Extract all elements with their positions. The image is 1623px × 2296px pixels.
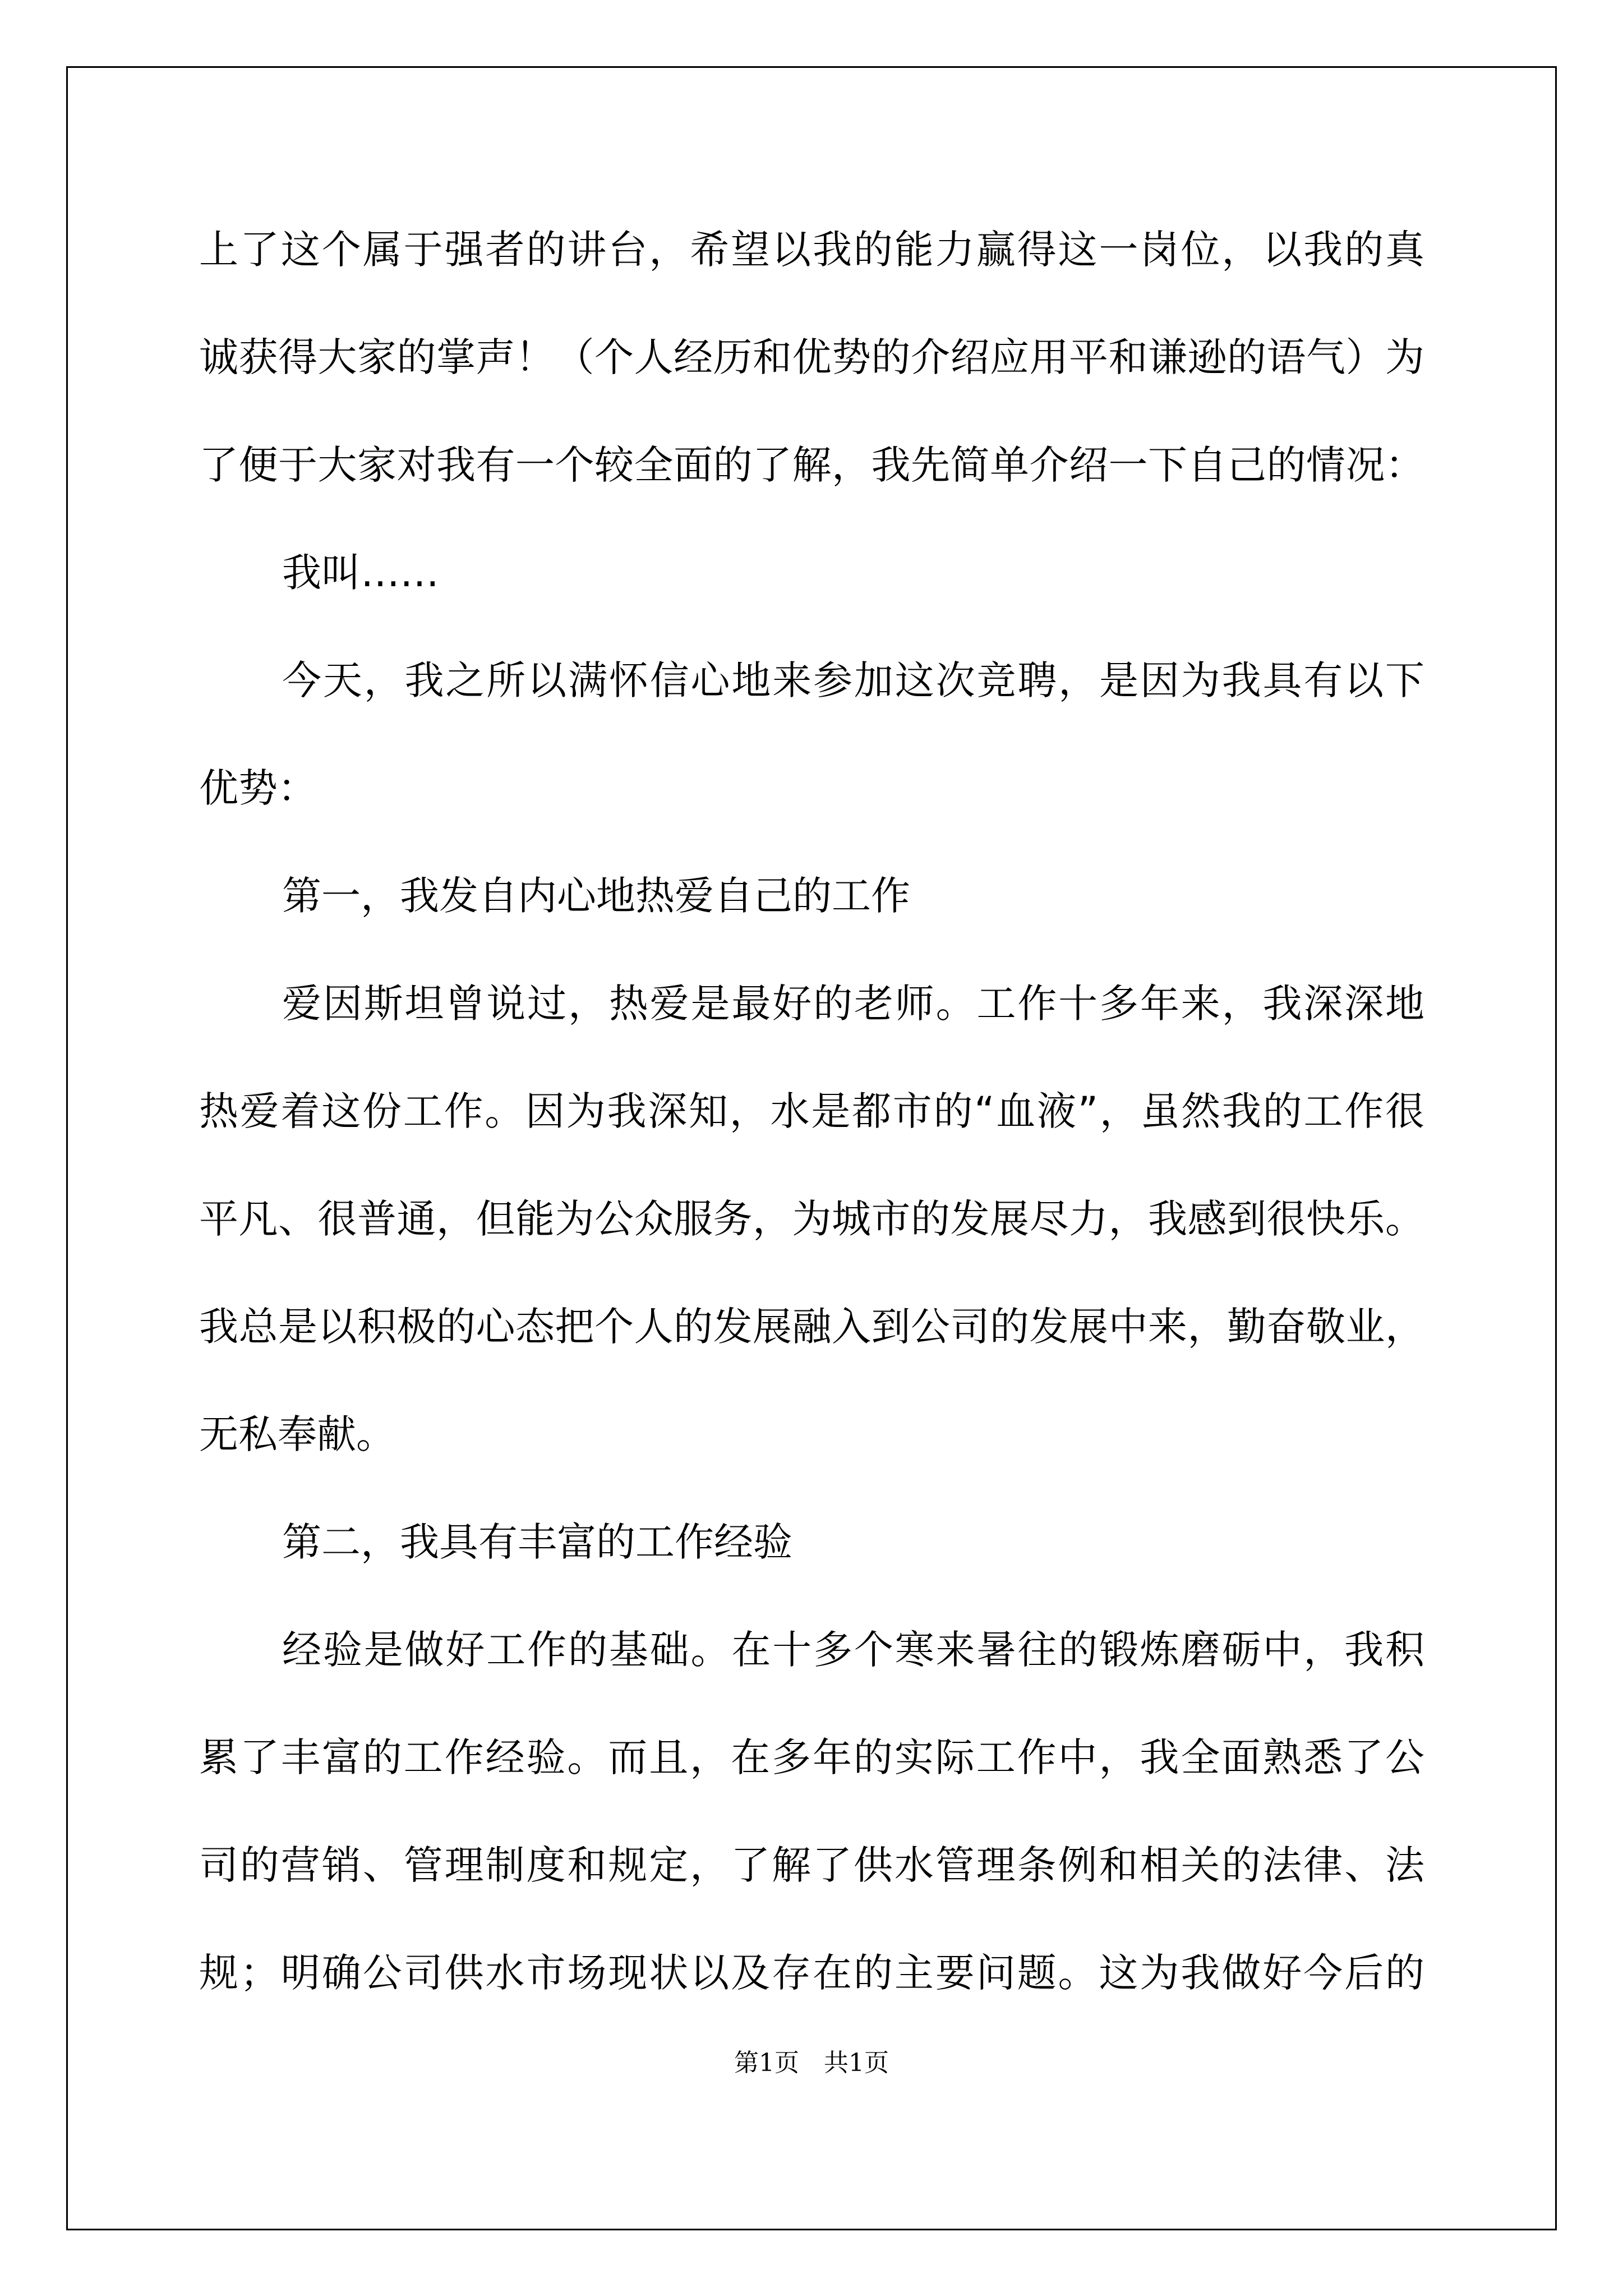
text-line: 无私奉献。 xyxy=(199,1411,395,1457)
text-line: 今天，我之所以满怀信心地来参加这次竞聘，是因为我具有以下 xyxy=(282,657,1424,703)
text-line: 规；明确公司供水市场现状以及存在的主要问题。这为我做好今后的 xyxy=(199,1950,1424,1996)
section-heading: 第二，我具有丰富的工作经验 xyxy=(282,1519,792,1565)
section-heading: 第一，我发自内心地热爱自己的工作 xyxy=(282,873,910,919)
text-line: 上了这个属于强者的讲台，希望以我的能力赢得这一岗位，以我的真 xyxy=(199,227,1424,273)
text-line: 经验是做好工作的基础。在十多个寒来暑往的锻炼磨砺中，我积 xyxy=(282,1627,1424,1673)
text-line: 累了丰富的工作经验。而且，在多年的实际工作中，我全面熟悉了公 xyxy=(199,1734,1424,1780)
text-line: 诚获得大家的掌声！（个人经历和优势的介绍应用平和谦逊的语气）为 xyxy=(199,334,1424,380)
text-line: 我总是以积极的心态把个人的发展融入到公司的发展中来，勤奋敬业， xyxy=(199,1304,1424,1350)
text-line: 热爱着这份工作。因为我深知，水是都市的“血液”，虽然我的工作很 xyxy=(199,1088,1424,1134)
text-line: 了便于大家对我有一个较全面的了解，我先简单介绍一下自己的情况： xyxy=(199,442,1424,488)
text-line: 优势： xyxy=(199,765,317,811)
page-number-footer: 第1页 共1页 xyxy=(734,2049,889,2077)
text-line: 爱因斯坦曾说过，热爱是最好的老师。工作十多年来，我深深地 xyxy=(282,981,1424,1027)
text-line: 司的营销、管理制度和规定，了解了供水管理条例和相关的法律、法 xyxy=(199,1842,1424,1888)
text-line: 平凡、很普通，但能为公众服务，为城市的发展尽力，我感到很快乐。 xyxy=(199,1196,1424,1242)
text-line: 我叫…… xyxy=(282,550,439,596)
